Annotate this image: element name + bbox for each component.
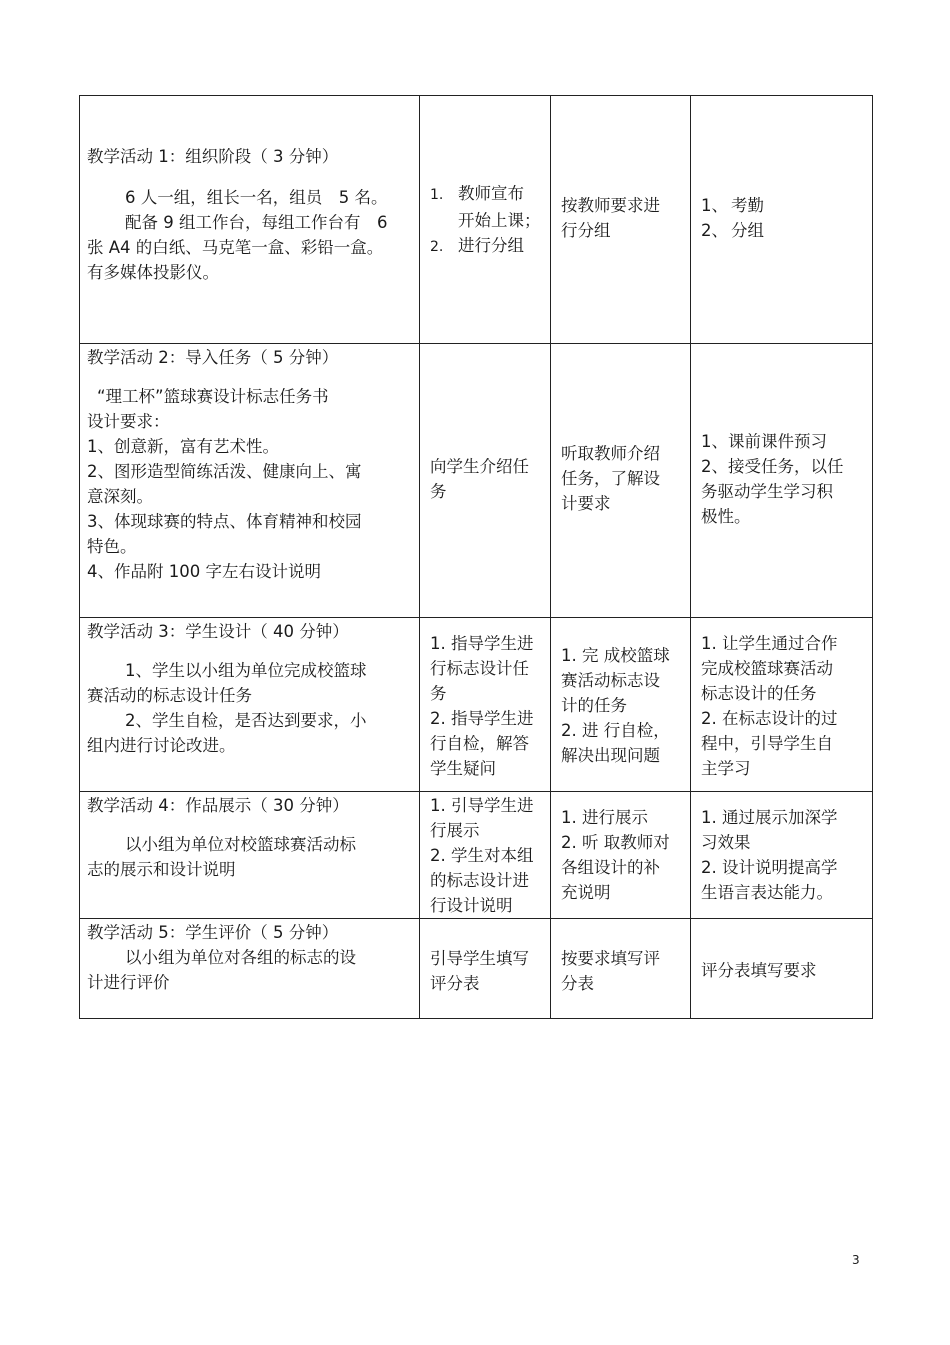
purpose-line: 程中，引导学生自 (701, 734, 833, 753)
student-line: 各组设计的补 (561, 858, 660, 877)
activity-line: 张 A4 的白纸、马克笔一盒、彩铅一盒。 (87, 238, 384, 257)
purpose-line: 2、接受任务，以任 (701, 457, 844, 476)
teacher-line: 务 (430, 684, 447, 703)
student-line: 计要求 (561, 494, 611, 513)
activity-line: “理工杯”篮球赛设计标志任务书 (97, 387, 329, 406)
teacher-cell (420, 96, 551, 344)
purpose-cell (691, 344, 873, 618)
student-line: 解决出现问题 (561, 746, 660, 765)
teacher-line: 2. 学生对本组 (430, 846, 534, 865)
student-line: 分表 (561, 974, 594, 993)
purpose-cell (691, 792, 873, 919)
activity-line: 计进行评价 (87, 973, 170, 992)
teacher-line: 1. 引导学生进 (430, 796, 534, 815)
teacher-item: 1. 教师宣布 (430, 184, 524, 203)
activity-title: 教学活动 4：作品展示（ 30 分钟） (87, 796, 349, 815)
purpose-line: 1. 让学生通过合作 (701, 634, 838, 653)
purpose-item: 2、 分组 (701, 221, 764, 240)
activity-title: 教学活动 5：学生评价（ 5 分钟） (87, 923, 339, 942)
teacher-cell (420, 919, 551, 1019)
activity-line: 组内进行讨论改进。 (87, 736, 236, 755)
table-row (80, 792, 873, 919)
teacher-line: 的标志设计进 (430, 871, 529, 890)
student-line: 1. 进行展示 (561, 808, 648, 827)
purpose-line: 1、课前课件预习 (701, 432, 827, 451)
teacher-cell (420, 344, 551, 618)
purpose-line: 生语言表达能力。 (701, 883, 833, 902)
activity-line: 以小组为单位对校篮球赛活动标 (125, 835, 356, 854)
student-line: 充说明 (561, 883, 611, 902)
purpose-line: 评分表填写要求 (701, 961, 817, 980)
activity-title: 教学活动 2：导入任务（ 5 分钟） (87, 348, 339, 367)
student-cell (551, 96, 691, 344)
teacher-item-cont: 开始上课； (458, 211, 541, 230)
activity-line: 3、体现球赛的特点、体育精神和校园 (87, 512, 362, 531)
purpose-line: 2. 设计说明提高学 (701, 858, 838, 877)
student-line: 赛活动标志设 (561, 671, 660, 690)
purpose-line: 完成校篮球赛活动 (701, 659, 833, 678)
activity-cell (80, 919, 420, 1019)
student-line: 按要求填写评 (561, 949, 660, 968)
purpose-line: 极性。 (701, 507, 751, 526)
teacher-line: 1. 指导学生进 (430, 634, 534, 653)
teacher-line: 务 (430, 482, 447, 501)
table-row (80, 96, 873, 344)
lesson-plan-table (79, 95, 873, 1019)
purpose-line: 务驱动学生学习积 (701, 482, 833, 501)
student-cell (551, 792, 691, 919)
purpose-cell (691, 96, 873, 344)
student-line: 2. 听 取教师对 (561, 833, 670, 852)
teacher-line: 向学生介绍任 (430, 457, 529, 476)
teacher-line: 行自检，解答 (430, 734, 529, 753)
page-number: 3 (852, 1253, 860, 1267)
activity-line: 有多媒体投影仪。 (87, 263, 219, 282)
purpose-cell (691, 919, 873, 1019)
teacher-item: 2. 进行分组 (430, 236, 524, 255)
student-line: 2. 进 行自检， (561, 721, 670, 740)
activity-title: 教学活动 1：组织阶段（ 3 分钟） (87, 147, 339, 166)
activity-line: 以小组为单位对各组的标志的设 (125, 948, 356, 967)
activity-title: 教学活动 3：学生设计（ 40 分钟） (87, 622, 349, 641)
purpose-line: 主学习 (701, 759, 751, 778)
purpose-cell (691, 618, 873, 792)
student-line: 计的任务 (561, 696, 627, 715)
activity-line: 1、学生以小组为单位完成校篮球 (125, 661, 367, 680)
activity-line: 设计要求： (87, 412, 170, 431)
teacher-line: 评分表 (430, 974, 480, 993)
purpose-line: 习效果 (701, 833, 751, 852)
table-row (80, 618, 873, 792)
activity-line: 2、学生自检，是否达到要求，小 (125, 711, 367, 730)
activity-line: 2、图形造型简练活泼、健康向上、寓 (87, 462, 362, 481)
purpose-item: 1、 考勤 (701, 196, 764, 215)
table-row (80, 344, 873, 618)
activity-cell (80, 618, 420, 792)
activity-line: 意深刻。 (87, 487, 153, 506)
teacher-line: 行标志设计任 (430, 659, 529, 678)
student-line: 行分组 (561, 221, 611, 240)
activity-line: 特色。 (87, 537, 137, 556)
student-cell (551, 919, 691, 1019)
teacher-line: 2. 指导学生进 (430, 709, 534, 728)
teacher-line: 行设计说明 (430, 896, 513, 915)
purpose-line: 1. 通过展示加深学 (701, 808, 838, 827)
activity-cell (80, 96, 420, 344)
teacher-line: 学生疑问 (430, 759, 496, 778)
teacher-cell (420, 618, 551, 792)
activity-line: 1、创意新，富有艺术性。 (87, 437, 279, 456)
activity-line: 6 人一组，组长一名，组员 5 名。 (125, 188, 388, 207)
student-line: 按教师要求进 (561, 196, 660, 215)
student-cell (551, 344, 691, 618)
table-row (80, 919, 873, 1019)
teacher-line: 行展示 (430, 821, 480, 840)
student-cell (551, 618, 691, 792)
teacher-cell (420, 792, 551, 919)
purpose-line: 标志设计的任务 (701, 684, 817, 703)
activity-cell (80, 344, 420, 618)
activity-line: 志的展示和设计说明 (87, 860, 236, 879)
purpose-line: 2. 在标志设计的过 (701, 709, 838, 728)
student-line: 任务，了解设 (561, 469, 660, 488)
activity-line: 配备 9 组工作台，每组工作台有 6 (125, 213, 388, 232)
activity-line: 赛活动的标志设计任务 (87, 686, 252, 705)
student-line: 1. 完 成校篮球 (561, 646, 670, 665)
activity-cell (80, 792, 420, 919)
teacher-line: 引导学生填写 (430, 949, 529, 968)
student-line: 听取教师介绍 (561, 444, 660, 463)
activity-line: 4、作品附 100 字左右设计说明 (87, 562, 321, 581)
